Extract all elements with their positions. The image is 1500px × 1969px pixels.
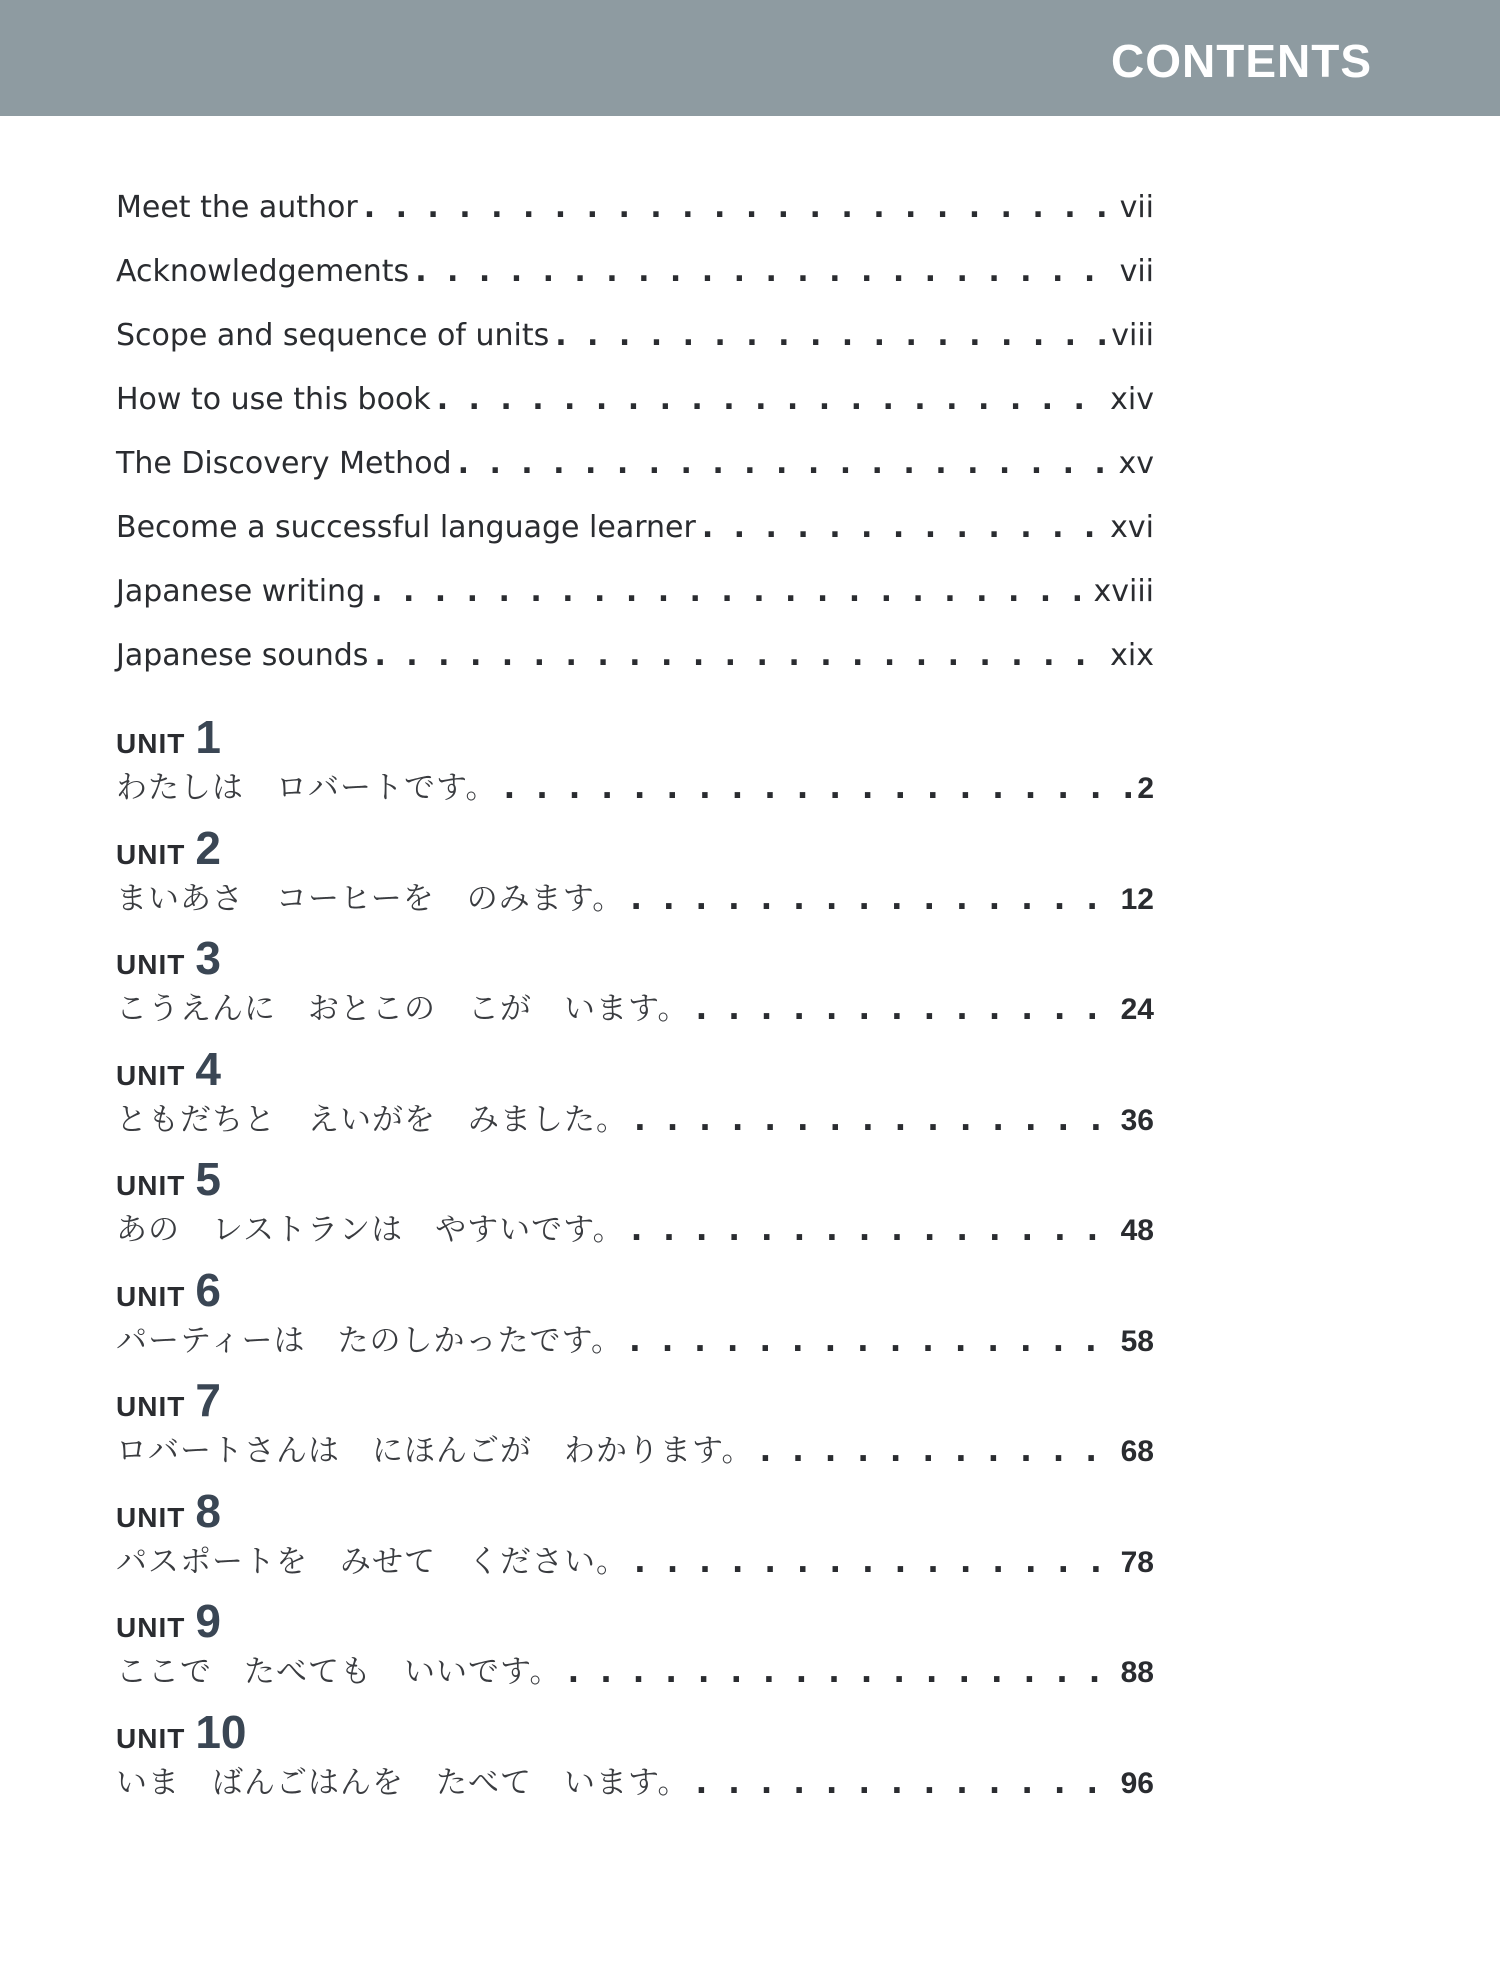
- toc-entry-page: xiv: [1110, 382, 1154, 417]
- unit-entry[interactable]: [116, 1152, 1154, 1263]
- unit-word: UNIT: [116, 1059, 186, 1091]
- unit-number: 2: [195, 821, 221, 874]
- toc-entry[interactable]: [116, 510, 1154, 574]
- unit-page: 58: [1120, 1324, 1154, 1358]
- dot-leader: [702, 510, 1104, 545]
- unit-number: 6: [195, 1263, 221, 1316]
- unit-number: 7: [195, 1374, 221, 1426]
- unit-page: 48: [1120, 1214, 1154, 1247]
- toc-entry[interactable]: [116, 574, 1154, 638]
- unit-word: UNIT: [116, 949, 186, 980]
- page-title: CONTENTS: [1111, 35, 1372, 87]
- dot-leader: [696, 1765, 1115, 1801]
- unit-number: 5: [195, 1153, 221, 1205]
- unit-line: [116, 1425, 1154, 1483]
- dot-leader: [555, 318, 1105, 353]
- toc-entry[interactable]: [116, 638, 1154, 702]
- unit-word: UNIT: [116, 1170, 186, 1201]
- unit-number: 4: [195, 1042, 221, 1095]
- dot-leader: [634, 1544, 1115, 1580]
- toc-entry[interactable]: [116, 318, 1154, 382]
- dot-leader: [504, 770, 1132, 806]
- unit-line: [116, 762, 1154, 820]
- unit-entry[interactable]: [116, 931, 1154, 1042]
- unit-number: 3: [195, 932, 221, 984]
- unit-list: [116, 710, 1154, 1815]
- toc-entry-label: Scope and sequence of units: [116, 318, 550, 353]
- unit-entry[interactable]: [116, 1484, 1154, 1595]
- toc-entry-page: vii: [1119, 190, 1154, 225]
- unit-title: ともだちと えいがを みました。: [116, 1101, 628, 1138]
- unit-title: まいあさ コーヒーを のみます。: [116, 880, 625, 917]
- unit-word: UNIT: [116, 728, 186, 759]
- unit-title: わたしは ロバートです。: [116, 770, 498, 806]
- dot-leader: [630, 881, 1114, 917]
- toc-entry-label: Become a successful language learner: [116, 510, 696, 545]
- toc-entry[interactable]: [116, 446, 1154, 510]
- unit-heading: [116, 1042, 1154, 1094]
- toc-entry-label: How to use this book: [116, 382, 431, 417]
- unit-word: UNIT: [116, 1612, 186, 1643]
- unit-number: 1: [195, 711, 221, 763]
- toc-entry-page: xviii: [1093, 574, 1154, 609]
- unit-line: [116, 1094, 1154, 1152]
- dot-leader: [696, 991, 1115, 1027]
- toc-entry-label: Acknowledgements: [116, 254, 410, 289]
- unit-heading: [116, 931, 1154, 983]
- unit-word: UNIT: [116, 1280, 186, 1312]
- dot-leader: [634, 1102, 1115, 1138]
- toc-entry-label: Meet the author: [116, 190, 358, 225]
- unit-title: ロバートさんは にほんごが わかります。: [116, 1433, 754, 1469]
- unit-heading: [116, 821, 1154, 873]
- toc-entry-page: xv: [1118, 446, 1154, 481]
- unit-line: [116, 1757, 1154, 1815]
- unit-line: [116, 1204, 1154, 1262]
- unit-line: [116, 873, 1154, 931]
- toc-entry-page: xix: [1110, 638, 1154, 673]
- front-matter-list: [116, 190, 1154, 702]
- toc-entry[interactable]: [116, 190, 1154, 254]
- dot-leader: [760, 1433, 1115, 1469]
- dot-leader: [374, 638, 1104, 673]
- unit-heading: [116, 1373, 1154, 1425]
- unit-entry[interactable]: [116, 1594, 1154, 1705]
- header-bar: [0, 0, 1500, 116]
- dot-leader: [631, 1212, 1115, 1248]
- toc-entry-label: Japanese sounds: [116, 638, 369, 673]
- unit-entry[interactable]: [116, 1373, 1154, 1484]
- unit-word: UNIT: [116, 838, 186, 870]
- unit-entry[interactable]: [116, 1263, 1154, 1374]
- toc-entry-page: viii: [1111, 318, 1154, 353]
- unit-number: 8: [195, 1484, 221, 1537]
- toc-entry-label: Japanese writing: [116, 574, 366, 609]
- dot-leader: [458, 446, 1113, 481]
- unit-page: 68: [1120, 1435, 1154, 1468]
- unit-word: UNIT: [116, 1391, 186, 1422]
- toc-entry[interactable]: [116, 254, 1154, 318]
- unit-heading: [116, 1484, 1154, 1536]
- unit-entry[interactable]: [116, 710, 1154, 821]
- toc-entry-page: xvi: [1110, 510, 1154, 545]
- dot-leader: [568, 1654, 1115, 1690]
- dot-leader: [415, 254, 1113, 289]
- toc-entry-label: The Discovery Method: [116, 446, 452, 481]
- unit-heading: [116, 1594, 1154, 1646]
- dot-leader: [371, 574, 1087, 609]
- unit-title: こうえんに おとこの こが います。: [116, 991, 690, 1027]
- toc-entry-page: vii: [1119, 254, 1154, 289]
- unit-number: 9: [195, 1595, 221, 1647]
- unit-word: UNIT: [116, 1722, 186, 1754]
- unit-entry[interactable]: [116, 1042, 1154, 1153]
- unit-page: 36: [1120, 1103, 1154, 1137]
- unit-page: 96: [1120, 1766, 1154, 1800]
- unit-number: 10: [195, 1705, 247, 1758]
- unit-page: 78: [1120, 1545, 1154, 1579]
- unit-heading: [116, 710, 1154, 762]
- unit-word: UNIT: [116, 1501, 186, 1533]
- unit-heading: [116, 1152, 1154, 1204]
- unit-heading: [116, 1263, 1154, 1315]
- unit-entry[interactable]: [116, 1705, 1154, 1816]
- unit-line: [116, 1646, 1154, 1704]
- unit-entry[interactable]: [116, 821, 1154, 932]
- dot-leader: [364, 190, 1114, 225]
- unit-title: いま ばんごはんを たべて います。: [116, 1764, 690, 1801]
- unit-title: パスポートを みせて ください。: [116, 1543, 628, 1580]
- unit-line: [116, 983, 1154, 1041]
- unit-line: [116, 1315, 1154, 1373]
- dot-leader: [629, 1323, 1115, 1359]
- unit-page: 12: [1120, 882, 1154, 916]
- unit-title: パーティーは たのしかったです。: [116, 1322, 624, 1359]
- unit-page: 88: [1120, 1656, 1154, 1689]
- unit-page: 24: [1120, 993, 1154, 1026]
- toc-entry[interactable]: [116, 382, 1154, 446]
- unit-title: あの レストランは やすいです。: [116, 1212, 625, 1248]
- unit-title: ここで たべても いいです。: [116, 1654, 562, 1690]
- dot-leader: [437, 382, 1104, 417]
- unit-heading: [116, 1705, 1154, 1757]
- unit-page: 2: [1137, 772, 1154, 805]
- unit-line: [116, 1536, 1154, 1594]
